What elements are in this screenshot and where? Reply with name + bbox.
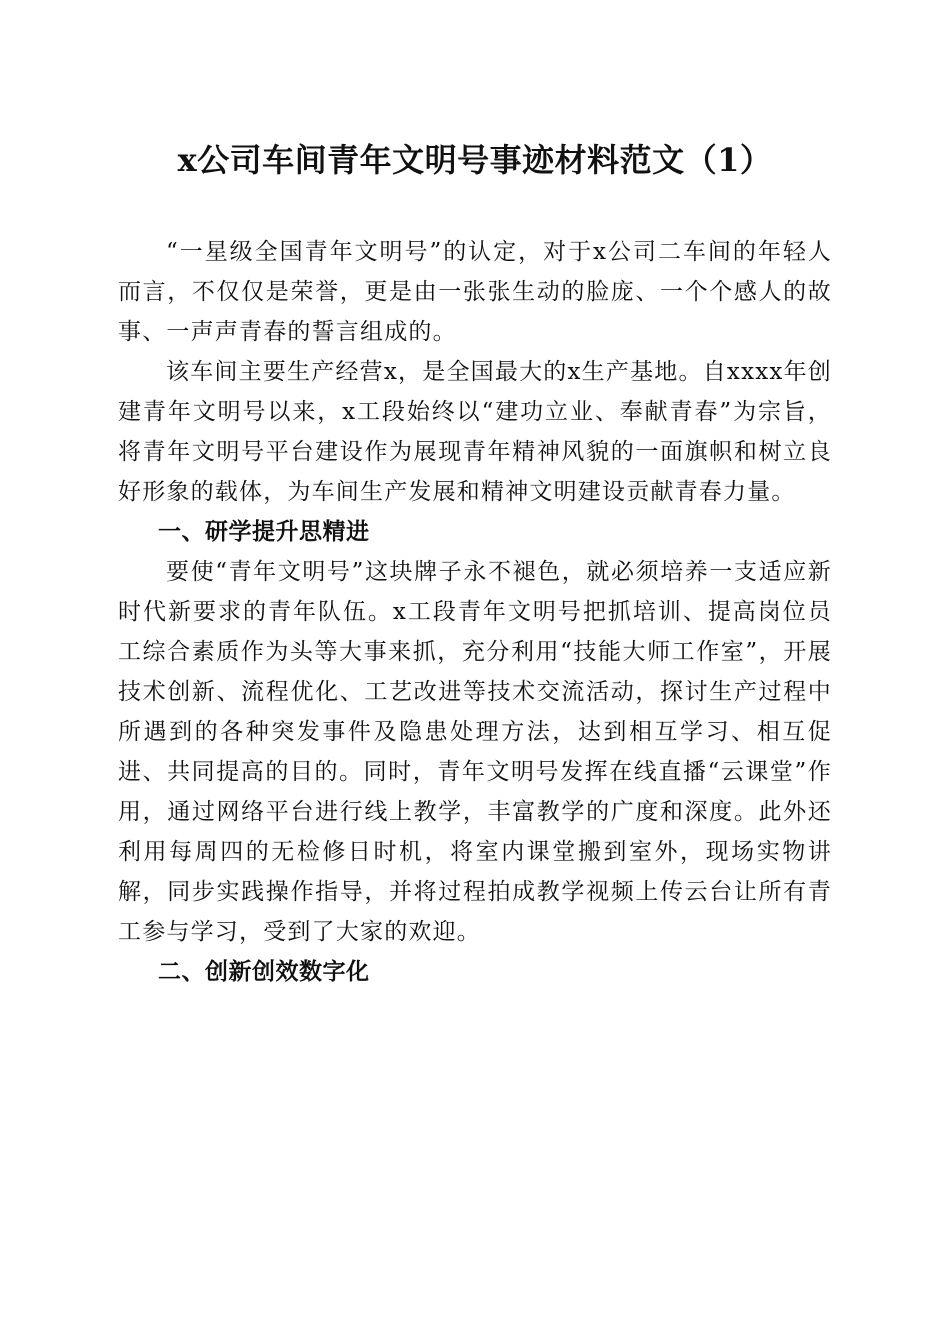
document-body — [118, 232, 832, 992]
section-heading-1: 一、研学提升思精进 — [158, 519, 370, 545]
paragraph-background: 该车间主要生产经营x，是全国最大的x生产基地。自xxxx年创建青年文明号以来，x工段始终以“建功立业、奉献青春”为宗旨，将青年文明号平台建设作为展现青年精神风貌的一面旗帜和树立良好形象的载体，为车间生产发展和精神文明建设贡献青春力量。 — [118, 359, 832, 505]
section-heading-2: 二、创新创效数字化 — [158, 959, 370, 985]
paragraph-section-1: 要使“青年文明号”这块牌子永不褪色，就必须培养一支适应新时代新要求的青年队伍。x工段青年文明号把抓培训、提高岗位员工综合素质作为头等大事来抓，充分利用“技能大师工作室”，开展技术创新、流程优化、工艺改进等技术交流活动，探讨生产过程中所遇到的各种突发事件及隐患处理方法，达到相互学习、相互促进、共同提高的目的。同时，青年文明号发挥在线直播“云课堂”作用，通过网络平台进行线上教学，丰富教学的广度和深度。此外还利用每周四的无检修日时机，将室内课堂搬到室外，现场实物讲解，同步实践操作指导，并将过程拍成教学视频上传云台让所有青工参与学习，受到了大家的欢迎。 — [118, 559, 832, 945]
paragraph-intro: “一星级全国青年文明号”的认定，对于x公司二车间的年轻人而言，不仅仅是荣誉，更是由一张张生动的脸庞、一个个感人的故事、一声声青春的誓言组成的。 — [118, 239, 832, 345]
document-title: x公司车间青年文明号事迹材料范文（1） — [177, 141, 773, 179]
